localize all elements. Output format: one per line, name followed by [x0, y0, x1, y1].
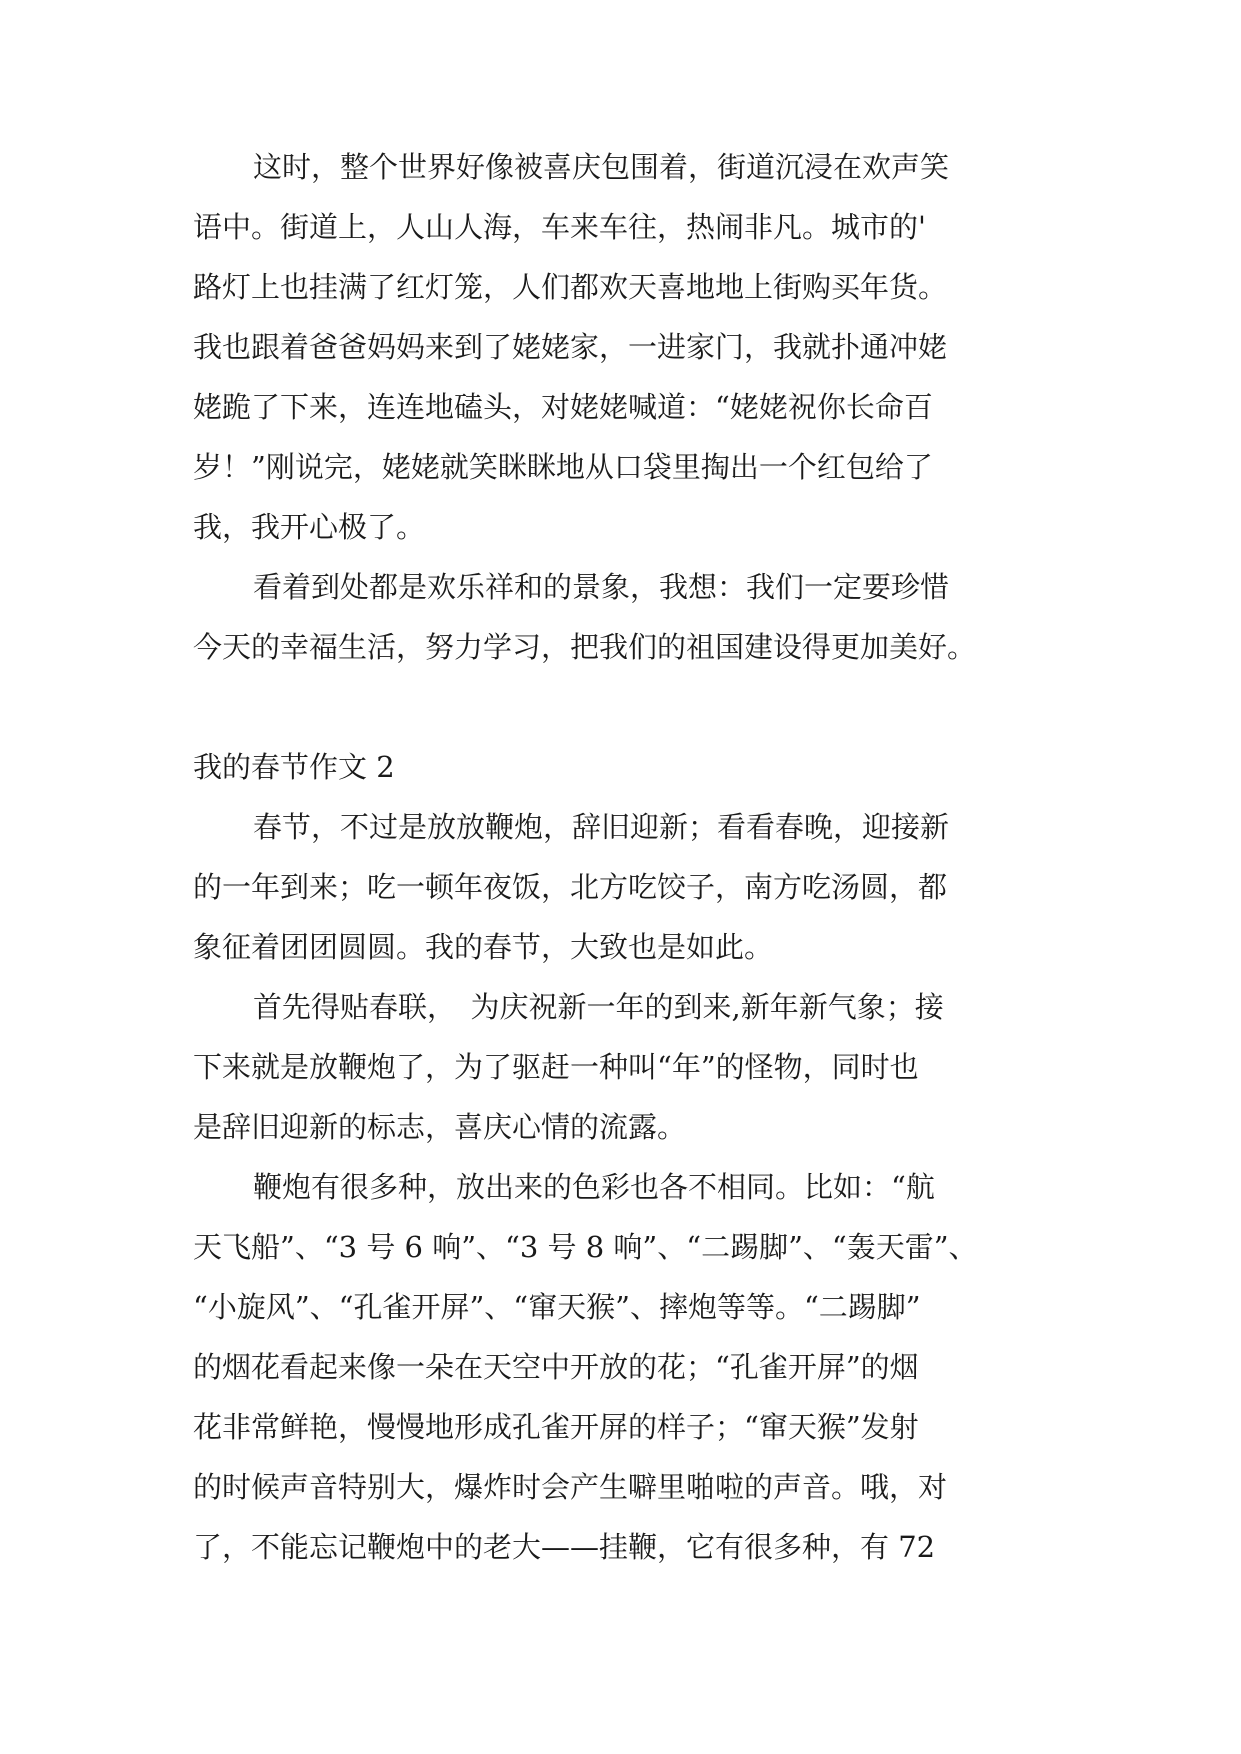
text-line: 的一年到来；吃一顿年夜饭，北方吃饺子，南方吃汤圆，都 [193, 870, 948, 904]
text-line: 语中。街道上，人山人海，车来车往，热闹非凡。城市的' [193, 210, 926, 244]
text-line: 象征着团团圆圆。我的春节，大致也是如此。 [193, 930, 774, 964]
text-line: 下来就是放鞭炮了，为了驱赶一种叫“年”的怪物，同时也 [193, 1050, 919, 1084]
text-line: “小旋风”、“孔雀开屏”、“窜天猴”、摔炮等等。“二踢脚” [193, 1290, 921, 1324]
text-line: 花非常鲜艳，慢慢地形成孔雀开屏的样子；“窜天猴”发射 [193, 1410, 919, 1444]
text-line: 的时候声音特别大，爆炸时会产生噼里啪啦的声音。哦，对 [193, 1470, 948, 1504]
paragraph-arrival [193, 137, 1073, 557]
text-line: 首先得贴春联， 为庆祝新一年的到来,新年新气象；接 [253, 990, 944, 1024]
text-line: 的烟花看起来像一朵在天空中开放的花；“孔雀开屏”的烟 [193, 1350, 919, 1384]
paragraph-firecrackers [193, 1157, 1073, 1577]
section-title-block [193, 737, 1073, 797]
text-line: 这时，整个世界好像被喜庆包围着，街道沉浸在欢声笑 [253, 150, 950, 184]
text-line: 春节，不过是放放鞭炮，辞旧迎新；看看春晚，迎接新 [253, 810, 950, 844]
text-line: 岁！”刚说完，姥姥就笑眯眯地从口袋里掏出一个红包给了 [193, 450, 933, 484]
text-line: 我也跟着爸爸妈妈来到了姥姥家，一进家门，我就扑通冲姥 [193, 330, 948, 364]
text-line: 今天的幸福生活，努力学习，把我们的祖国建设得更加美好。 [193, 630, 977, 664]
text-line: 姥跪了下来，连连地磕头，对姥姥喊道：“姥姥祝你长命百 [193, 390, 933, 424]
text-line: 看着到处都是欢乐祥和的景象，我想：我们一定要珍惜 [253, 570, 950, 604]
text-line: 是辞旧迎新的标志，喜庆心情的流露。 [193, 1110, 687, 1144]
text-line: 了，不能忘记鞭炮中的老大——挂鞭，它有很多种，有 72 [193, 1530, 936, 1564]
text-line: 路灯上也挂满了红灯笼，人们都欢天喜地地上街购买年货。 [193, 270, 948, 304]
paragraph-couplets [193, 977, 1073, 1157]
text-line: 我，我开心极了。 [193, 510, 426, 544]
text-line: 天飞船”、“3 号 6 响”、“3 号 8 响”、“二踢脚”、“轰天雷”、 [193, 1230, 978, 1264]
paragraph-intro [193, 797, 1073, 977]
text-line: 鞭炮有很多种，放出来的色彩也各不相同。比如：“航 [253, 1170, 935, 1204]
section-title: 我的春节作文 2 [193, 750, 395, 784]
paragraph-conclusion [193, 557, 1073, 677]
